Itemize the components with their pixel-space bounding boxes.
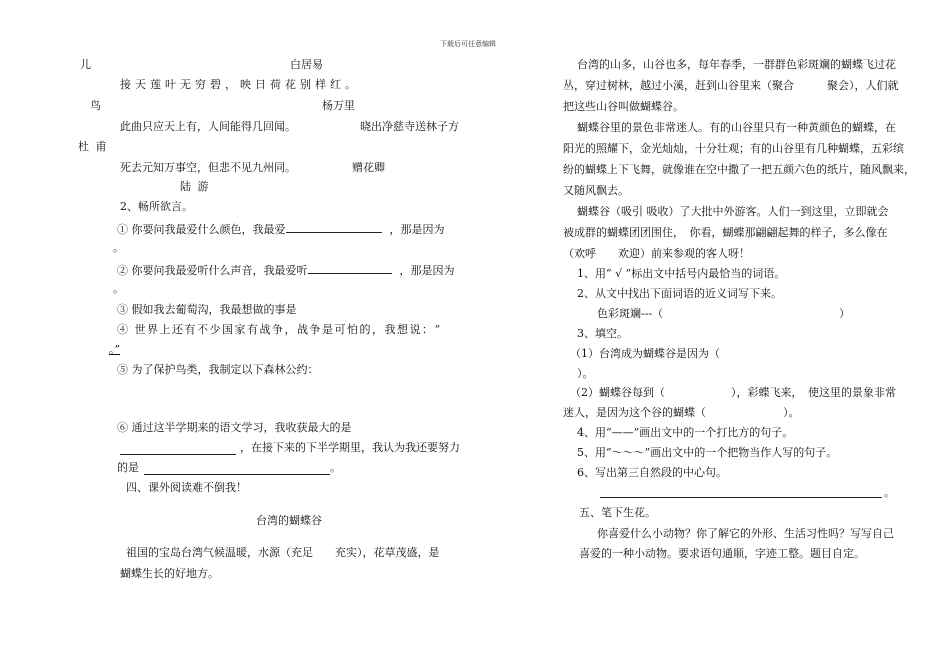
passage-para-3-line-2: 阳光的照耀下，金光灿灿，十分壮观；有的山谷里有几种蝴蝶，五彩缤 (563, 142, 904, 155)
poem3-title: 晓出净慈寺送林子方 (360, 120, 459, 133)
question-2-suffix: ，那是因为 (399, 264, 455, 277)
question-2-text: ② 你要问我最爱听什么声音，我最爱听 (117, 264, 308, 277)
writing-prompt-line-1: 你喜爱什么小动物？你了解它的外形、生活习性吗？写写自己 (597, 527, 894, 540)
reading-question-3-2: （2）蝴蝶谷每到（ ），彩蝶飞来， 使这里的景象非常 (570, 386, 896, 399)
poem2-line: 此曲只应天上有，人间能得几回闻。 (120, 120, 296, 133)
section-4-title: 四、课外阅读难不倒我！ (126, 481, 247, 494)
reading-question-6-end: 。 (884, 486, 895, 499)
passage-para-2-line-3: 把这些山谷叫做蝴蝶谷。 (563, 100, 684, 113)
passage-para-2-line-2: 丛，穿过树林，越过小溪，赶到山谷里来（聚合 聚会），人们就 (563, 79, 899, 92)
question-2 (117, 262, 455, 278)
poem2-label: 鸟 (90, 99, 101, 112)
poem1-title: 白居易 (290, 58, 323, 71)
question-3: ③ 假如我去葡萄沟，我最想做的事是 (117, 303, 297, 316)
writing-prompt-line-2: 喜爱的一种小动物。要求语句通顺，字迹工整。题目自定。 (579, 547, 865, 560)
passage-para-3-line-3: 纷的蝴蝶上下飞舞，就像谁在空中撒了一把五颜六色的纸片，随风飘来， (563, 163, 915, 176)
passage-para-1-line-1: 祖国的宝岛台湾气候温暖，水源（充足 充实），花草茂盛，是 (126, 546, 440, 559)
question-6: ⑥ 通过这半学期来的语文学习，我收获最大的是 (117, 421, 352, 434)
reading-question-2: 2、从文中找出下面词语的近义词写下来。 (577, 287, 782, 300)
poem3-author: 杜 甫 (78, 140, 108, 153)
question-5: ⑤ 为了保护鸟类，我制定以下森林公约： (117, 363, 319, 376)
reading-question-3-1: （1）台湾成为蝴蝶谷是因为（ (570, 347, 720, 360)
reading-question-3-1-end: ）。 (577, 367, 594, 380)
question-6-blank-2[interactable] (144, 474, 330, 475)
reading-question-6: 6、写出第三自然段的中心句。 (577, 466, 727, 479)
question-4: ④ 世界上还有不少国家有战争，战争是可怕的，我想说：“ (117, 323, 442, 336)
question-6-blank-1[interactable] (120, 454, 236, 455)
passage-title: 台湾的蝴蝶谷 (256, 514, 322, 527)
question-1-blank[interactable] (286, 221, 382, 233)
poem4-line: 死去元知万事空，但悲不见九州同。 (120, 161, 296, 174)
section-5-title: 五、笔下生花。 (579, 506, 656, 519)
reading-question-4: 4、用“——”画出文中的一个打比方的句子。 (577, 426, 794, 439)
passage-para-2-line-1: 台湾的山多，山谷也多，每年春季，一群群色彩斑斓的蝴蝶飞过花 (577, 58, 896, 71)
passage-para-3-line-1: 蝴蝶谷里的景色非常迷人。有的山谷里只有一种黄颜色的蝴蝶，在 (577, 121, 896, 134)
question-6-mid: ，在接下来的下半学期里，我认为我还要努力 (240, 441, 460, 454)
poem4-title: 赠花卿 (352, 161, 385, 174)
question-1 (117, 221, 445, 237)
reading-question-1: 1、用“ √ ”标出文中括号内最恰当的词语。 (577, 267, 786, 280)
passage-para-4-line-2: 被成群的蝴蝶团团围住， 你看，蝴蝶那翩翩起舞的样子，多么像在 (563, 226, 888, 239)
question-1-end: 。 (113, 241, 124, 254)
reading-question-3: 3、填空。 (577, 327, 628, 340)
reading-question-5: 5、用“～～～”画出文中的一个把物当作人写的句子。 (577, 446, 838, 459)
question-6-end: 。 (330, 461, 341, 474)
page-header: 下载后可任意编辑 (440, 40, 496, 48)
passage-para-1-line-2: 蝴蝶生长的好地方。 (120, 567, 219, 580)
question-1-suffix: ，那是因为 (389, 223, 445, 236)
reading-question-6-blank[interactable] (600, 497, 882, 498)
poem2-title: 杨万里 (322, 99, 355, 112)
passage-para-4-line-3: （欢呼 欢迎）前来参观的客人呀！ (563, 247, 750, 260)
passage-para-4-line-1: 蝴蝶谷（吸引 吸收）了大批中外游客。人们一到这里，立即就会 (577, 205, 889, 218)
poem1-label: 儿 (80, 58, 91, 71)
reading-question-2-item: 色彩斑斓---（ ） (597, 307, 851, 320)
poem1-line: 接天莲叶无穷碧，映日荷花别样红。 (120, 78, 360, 91)
poem4-author: 陆 游 (180, 180, 210, 193)
question-2-end: 。 (113, 282, 124, 295)
reading-question-3-2-end: 迷人，是因为这个谷的蝴蝶（ ）。 (563, 406, 800, 419)
section-2-title: 2、畅所欲言。 (120, 200, 193, 213)
question-1-text: ① 你要问我最爱什么颜色，我最爱 (117, 223, 286, 236)
passage-para-3-line-4: 又随风飘去。 (563, 184, 629, 197)
question-2-blank[interactable] (308, 262, 392, 274)
question-4-end: 。” (109, 343, 121, 356)
question-6-end-prefix: 的是 (117, 461, 139, 474)
